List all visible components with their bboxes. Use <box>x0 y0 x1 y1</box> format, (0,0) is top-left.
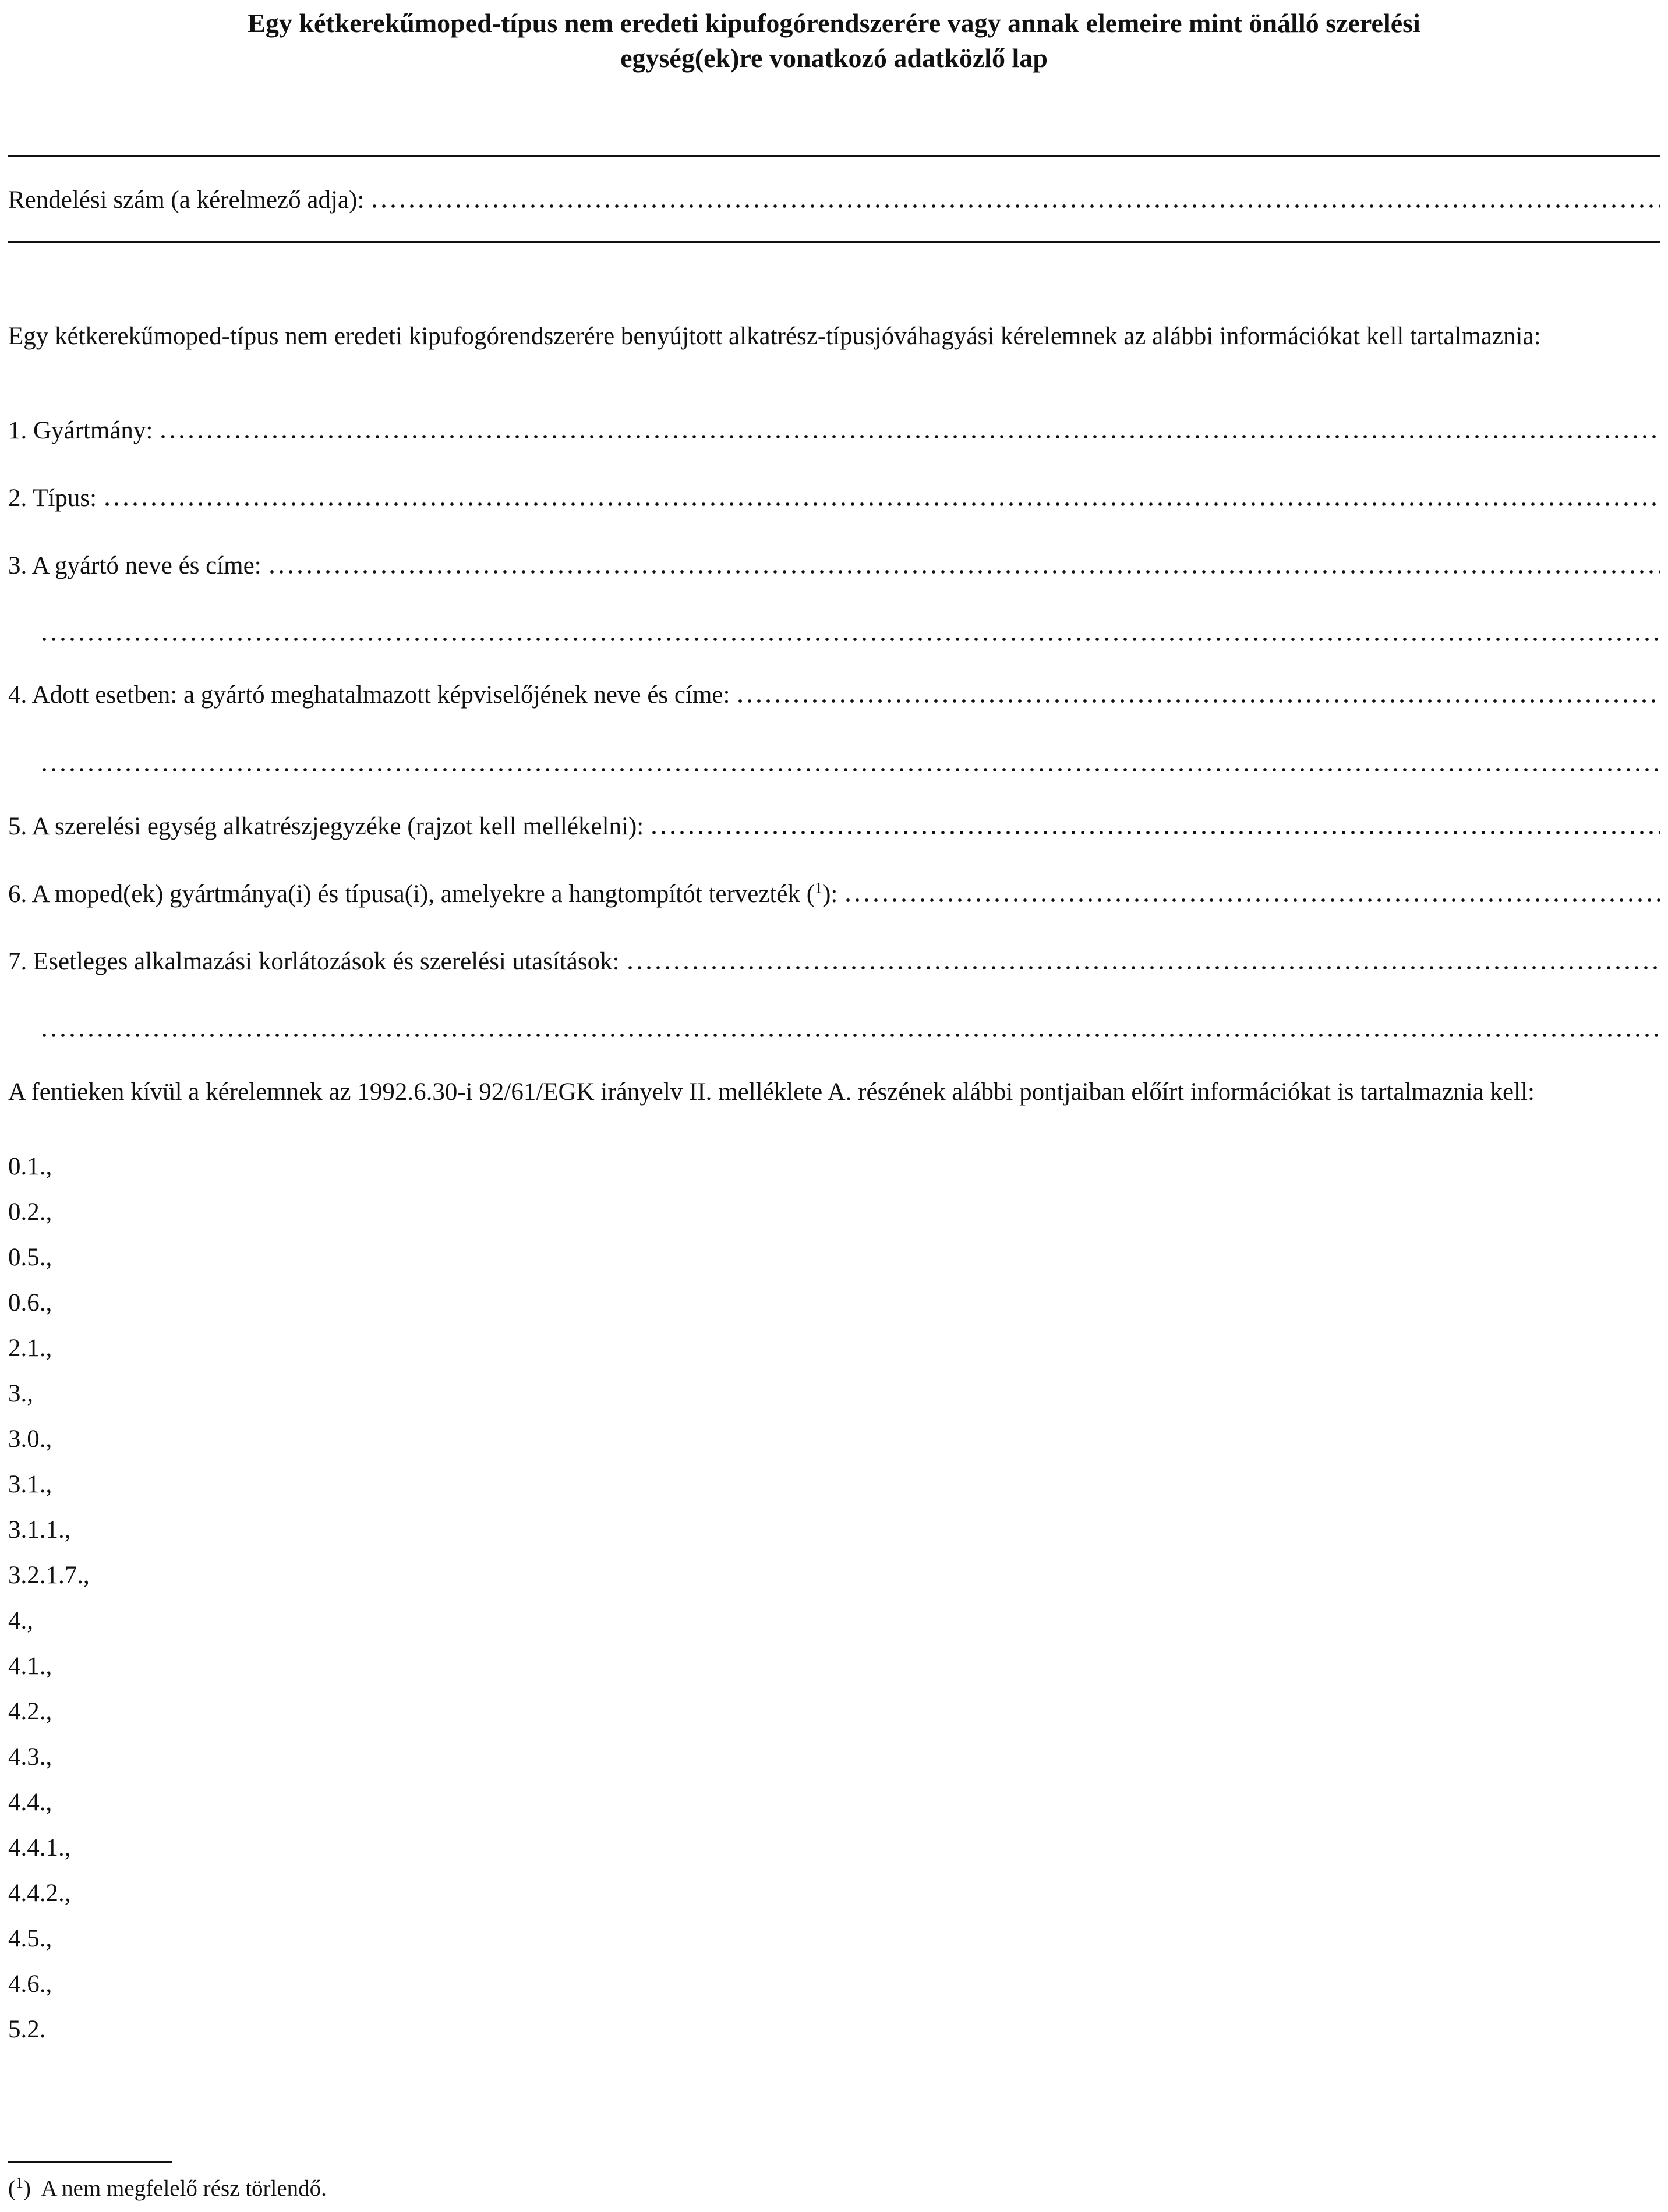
field-4-label: 4. Adott esetben: a gyártó meghatalmazott képviselőjének neve és címe: <box>8 681 730 709</box>
list-item: 4., <box>8 1607 33 1634</box>
field-4-dots <box>736 699 1660 703</box>
field-2-dots <box>103 502 1660 506</box>
list-item: 4.4.1., <box>8 1834 71 1861</box>
list-item: 4.2., <box>8 1698 52 1725</box>
list-item: 4.6., <box>8 1970 52 1998</box>
field-3-continuation-dots <box>40 638 1660 641</box>
field-6-text: 6. A moped(ek) gyártmánya(i) és típusa(i), amelyekre a hangtompítót tervezték ( <box>8 880 815 908</box>
order-number-rule <box>8 241 1660 243</box>
list-item: 3.2.1.7., <box>8 1562 90 1589</box>
field-5-dots <box>649 831 1660 834</box>
field-7-continuation-dots <box>40 1034 1660 1037</box>
additional-paragraph: A fentieken kívül a kérelemnek az 1992.6.30-i 92/61/EGK irányelv II. melléklete A. részének alábbi pontjaiban előírt információkat is tartalmaznia kell: <box>8 1078 1535 1106</box>
list-item: 4.3., <box>8 1743 52 1771</box>
list-item: 0.5., <box>8 1244 52 1271</box>
field-1-make[interactable] <box>8 415 1660 447</box>
field-3-dots <box>267 570 1660 574</box>
field-7-restrictions[interactable] <box>8 946 1660 978</box>
field-6-moped-models[interactable] <box>8 878 1660 911</box>
list-item: 3.1., <box>8 1471 52 1498</box>
field-1-dots <box>158 435 1660 438</box>
footnote: ($^1$) A nem megfelelő rész törlendő. <box>8 2174 327 2201</box>
field-5-parts-list[interactable] <box>8 811 1660 843</box>
field-6-dots <box>843 898 1660 902</box>
title-line-2: egység(ek)re vonatkozó adatközlő lap <box>620 43 1048 73</box>
field-3-manufacturer[interactable] <box>8 550 1660 582</box>
field-2-label: 2. Típus: <box>8 484 97 512</box>
field-7-dots <box>626 966 1660 969</box>
list-item: 5.2. <box>8 2016 46 2043</box>
field-6-close: ): <box>822 880 838 908</box>
field-6-label <box>8 878 837 911</box>
field-7-continuation[interactable] <box>40 1013 1660 1046</box>
footnote-text: A nem megfelelő rész törlendő. <box>41 2176 327 2201</box>
field-5-label: 5. A szerelési egység alkatrészjegyzéke (rajzot kell mellékelni): <box>8 813 644 840</box>
footnote-ref: 1 <box>815 879 823 897</box>
intro-paragraph: Egy kétkerekűmoped-típus nem eredeti kipufogórendszerére benyújtott alkatrész-típusjóváhagyási kérelemnek az alábbi információkat kell tartalmaznia: <box>8 323 1541 350</box>
list-item: 3.0., <box>8 1425 52 1453</box>
list-item: 4.4.2., <box>8 1880 71 1907</box>
form-page <box>8 0 1660 2212</box>
order-number-label: Rendelési szám (a kérelmező adja): <box>8 186 365 214</box>
order-number-field[interactable] <box>8 184 1660 217</box>
list-item: 4.1., <box>8 1652 52 1680</box>
title-line-1: Egy kétkerekűmoped-típus nem eredeti kipufogórendszerére vagy annak elemeire mint önálló szerelési <box>248 8 1420 38</box>
list-item: 0.2., <box>8 1198 52 1226</box>
footnote-mark: 1 <box>16 2174 23 2191</box>
list-item: 0.6., <box>8 1289 52 1316</box>
list-item: 3.1.1., <box>8 1516 71 1544</box>
field-4-continuation[interactable] <box>40 748 1660 780</box>
list-item: 3., <box>8 1380 33 1407</box>
list-item: 4.5., <box>8 1925 52 1952</box>
document-title <box>8 6 1660 76</box>
field-1-label: 1. Gyártmány: <box>8 417 153 444</box>
field-4-representative[interactable] <box>8 679 1660 712</box>
field-2-type[interactable] <box>8 482 1660 515</box>
list-item: 0.1., <box>8 1153 52 1180</box>
list-item: 2.1., <box>8 1335 52 1362</box>
field-3-label: 3. A gyártó neve és címe: <box>8 552 261 579</box>
list-item: 4.4., <box>8 1789 52 1816</box>
field-3-continuation[interactable] <box>40 617 1660 650</box>
top-rule <box>8 155 1660 157</box>
field-4-continuation-dots <box>40 768 1660 771</box>
field-7-label: 7. Esetleges alkalmazási korlátozások és szerelési utasítások: <box>8 948 620 975</box>
order-number-dots <box>370 204 1660 208</box>
footnote-rule <box>8 2161 172 2163</box>
